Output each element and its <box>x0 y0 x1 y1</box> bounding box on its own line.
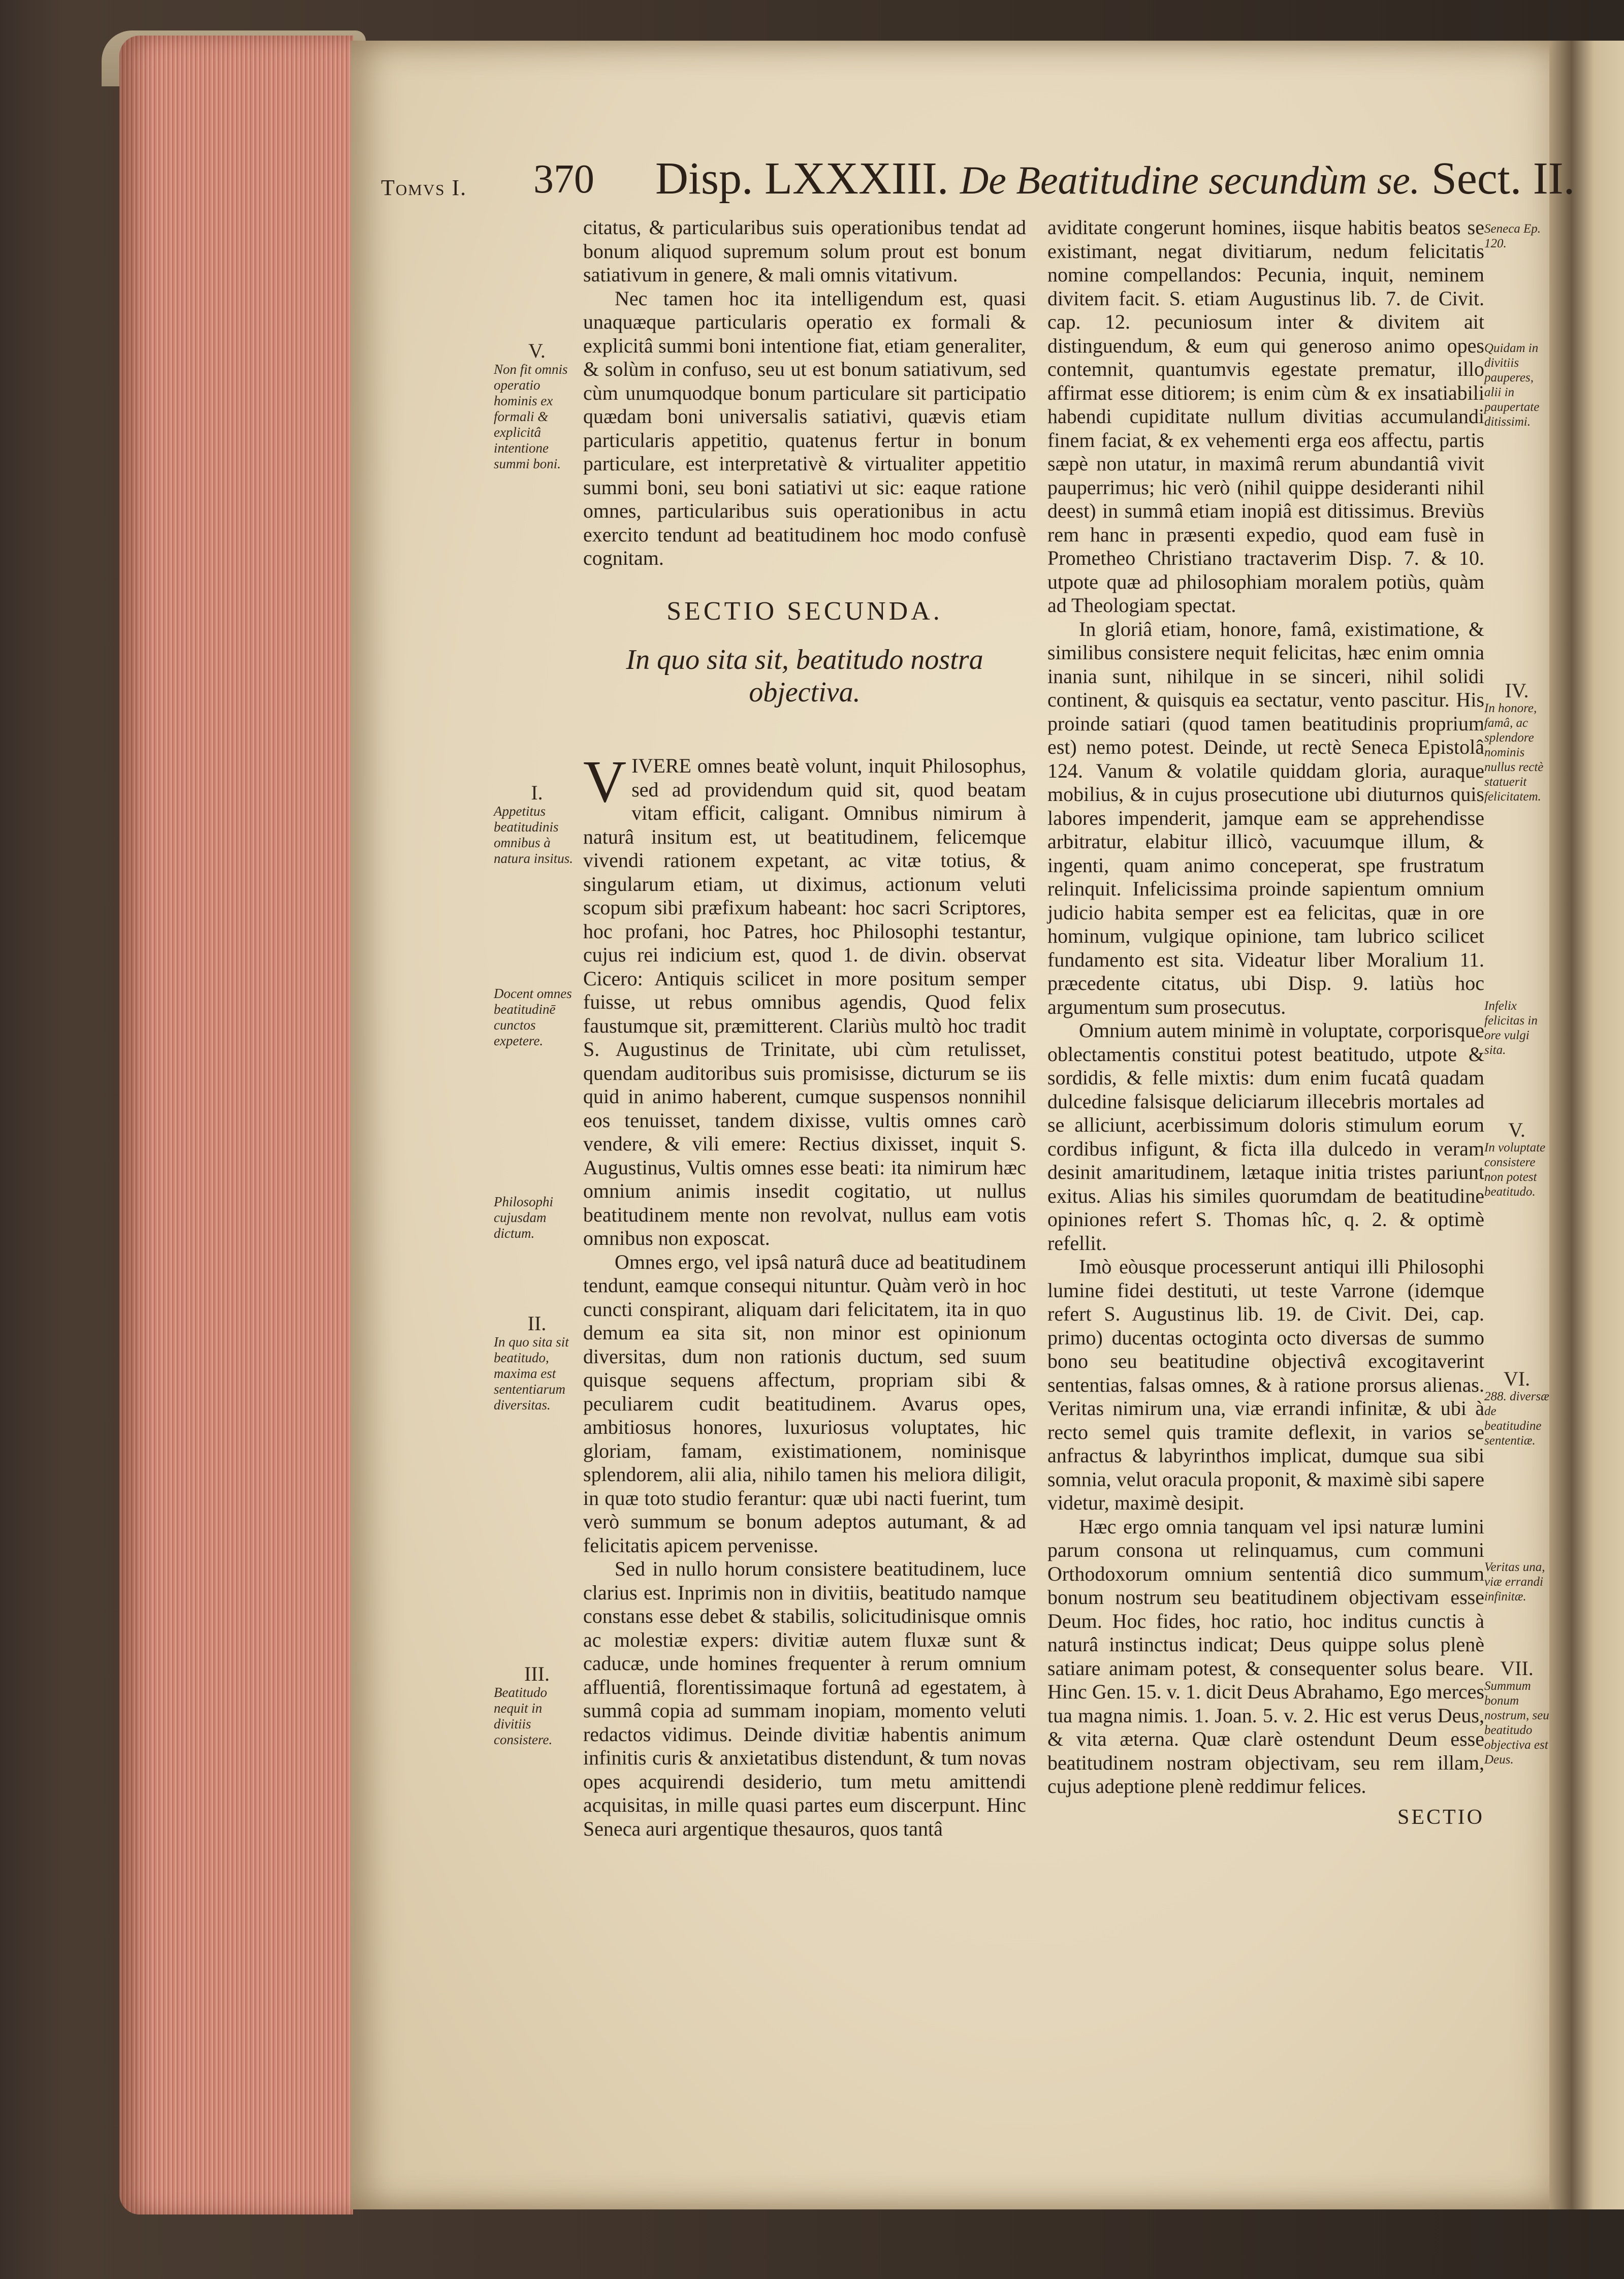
paragraph-iv: In gloriâ etiam, honore, famâ, existimatione, & similibus consistere nequit felicitas, hæc enim omnia inania sunt, nihilque in se sinceri, nihil solidi continent, & quisquis ea sectatur, vento pascitur. His proinde satiari (quod tamen beatitudinis proprium est) nemo potest. Deinde, ut rectè Seneca Epistolâ 124. Vanum & volatile quiddam gloria, auraque mobilius, & in cujus prosecutione ubi diuturnos quis labores impenderit, jamque eam se apprehendisse arbitratur, elabitur illicò, vacuumque illum, & ingenti, quam animo conceperat, spe frustratum relinquit. Infelicissima proinde sapientum omnium judicio habita semper est ea felicitas, quæ in ore hominum, vulgique opinione, tam lubrico scilicet fundamento est sita. Videatur liber Moralium 11. præcedente citatus, ubi Disp. 9. latiùs hoc argumentum sum prosecutus. <box>1047 617 1484 1018</box>
running-header <box>381 152 1575 208</box>
paragraph-ii: Omnes ergo, vel ipsâ naturâ duce ad beatitudinem tendunt, eamque consequi nituntur. Quàm verò in hoc cuncti conspirant, aliquam dari felicitatem, ita in quo demum ea sita sit, non minor est opinionum diversitas, dum non rationis ductum, sed suum quisque sequens affectum, propriam sibi & peculiarem cudit beatitudinem. Avarus opes, ambitiosus honores, luxuriosus voluptates, hic gloriam, famam, existimationem, nominisque splendorem, alii alia, nihilo tamen his meliora diligit, in quæ toto studio ferantur: quæ ubi nacti fuerint, tum verò summum se bonum adeptos autumant, & ad felicitatis apicem pervenisse. <box>583 1250 1026 1557</box>
book-page-edges <box>119 36 353 2214</box>
margin-note-text: Summum bonum nostrum, seu beatitudo objectiva est Deus. <box>1484 1679 1549 1767</box>
left-text-column <box>583 216 1026 1841</box>
margin-note-text: Beatitudo nequit in divitiis consistere. <box>494 1685 553 1747</box>
margin-note-number: VI. <box>1503 1367 1531 1390</box>
margin-note-text: Appetitus beatitudinis omnibus à natura insitus. <box>494 804 574 866</box>
margin-note-left <box>494 339 580 472</box>
margin-note-text: Docent omnes beatitudinē cunctos expetere. <box>494 986 572 1048</box>
header-title <box>655 152 1575 205</box>
margin-note-right <box>1484 1367 1549 1448</box>
paragraph-vi: Imò eòusque processerunt antiqui illi Philosophi lumine fidei destituti, ut teste Varrone (idemque refert S. Augustinus lib. 19. de Civit. Dei, cap. primo) ducentas octoginta octo diversas de summo bono seu beatitudine objectivâ excogitaverint sententias, falsas omnes, & à ratione prorsus alienas. Veritas nimirum una, viæ errandi infinitæ, & ubi à recto semel quis tramite deflexit, in varios se anfractus & labyrinthos implicat, dumque sua sibi somnia, velut oracula proponit, & maximè sibi sapere videtur, maximè desipit. <box>1047 1255 1484 1514</box>
page-number: 370 <box>533 157 594 202</box>
margin-note-left <box>494 983 580 1049</box>
header-subject: De Beatitudine secundùm se. <box>960 158 1420 202</box>
margin-note-right <box>1484 1557 1549 1604</box>
catchword: SECTIO <box>1397 1805 1484 1829</box>
margin-note-text: 288. diversæ de beatitudine sententiæ. <box>1484 1390 1549 1448</box>
margin-note-number: I. <box>531 781 543 804</box>
margin-note-number: VII. <box>1500 1657 1534 1680</box>
margin-note-number: V. <box>528 339 546 362</box>
margin-note-text: Non fit omnis operatio hominis ex formali & explicitâ intentione summi boni. <box>494 362 568 471</box>
header-disputation: Disp. LXXXIII. <box>655 153 949 204</box>
section-heading: SECTIO SECUNDA. <box>666 596 943 626</box>
paragraph-v-right: Omnium autem minimè in voluptate, corporisque oblectamentis constitui potest beatitudo, utpote & sordidis, & felle mixtis: dum enim fucatâ quadam dulcedine falsisque deliciarum illecebris mortales ad se alliciunt, acerbissimum doloris stimulum eorum cordibus infigunt, & ficta illa dulcedo in veram desinit amaritudinem, lætaque initia tristes pariunt exitus. Alias his similes quorumdam de beatitudine opiniones refert S. Thomas hîc, q. 2. & optimè refellit. <box>1047 1019 1484 1255</box>
margin-note-number: IV. <box>1505 679 1529 702</box>
paragraph-continuation: aviditate congerunt homines, iisque habitis beatos se existimant, negat divitiarum, nedum felicitatis nomine compellandos: Pecunia, inquit, neminem divitem facit. S. etiam Augustinus lib. 7. de Civit. cap. 12. pecuniosum inter & divitem ait distinguendum, & eum qui generoso animo opes contemnit, quantumvis egestate prematur, illo affirmat esse ditiorem; is enim cùm & ex insatiabili habendi cupiditate nullum divitias accumulandi finem faciat, & ex vehementi erga eos affectu, partis sæpè non utatur, in maximâ rerum abundantiâ vivit pauperrimus; hic verò (nihil quippe desideranti nihil deest) in summâ etiam inopiâ est ditissimus. Breviùs rem hanc in præsenti expedio, quod eam fusè in Prometheo Christiano tractaverim Disp. 7. & 10. utpote quæ ad philosophiam moralem potiùs, quàm ad Theologiam spectat. <box>1047 216 1484 617</box>
paragraph-vii: Hæc ergo omnia tanquam vel ipsi naturæ lumini parum consona ut relinquamus, cum communi Orthodoxorum omnium sententiâ dico summum bonum nostrum seu beatitudinem objectivam esse Deum. Hoc fides, hoc ratio, hoc inditus cunctis à naturâ instinctus indicat; Deus quippe solus plenè satiare animam potest, & consequenter solus beare. Hinc Gen. 15. v. 1. dicit Deus Abrahamo, Ego merces tua magna nimis. 1. Joan. 5. v. 2. Hic est verus Deus, & vita æterna. Quæ clarè ostendunt Deum esse beatitudinem nostram objectivam, seu rem illam, cujus adeptione plenè reddimur felices. <box>1047 1515 1484 1797</box>
paragraph-v: Nec tamen hoc ita intelligendum est, quasi unaquæque particularis operatio ex formali & explicitâ summi boni intentione fiat, etiam generaliter, & solùm in confuso, seu ut est bonum satiativum, sed cùm unumquodque bonum particulare sit participatio quædam boni universalis satiativi, quævis etiam particularis appetitio, quatenus fertur in bonum particulare, est interpretativè & virtualiter appetitio summi boni, seu boni satiativi ut sic: eaque ratione omnes, particularibus suis operationibus in actu exercito tendunt ad beatitudinem hoc modo confusè cognitam. <box>583 286 1026 569</box>
paragraph-i-text: IVERE omnes beatè volunt, inquit Philosophus, sed ad providendum quid sit, quod beatam vitam efficit, caligant. Omnibus nimirum à naturâ insitum est, ut beatitudinem, felicemque vivendi rationem expetant, ac vitæ totius, & singularum etiam, ut diximus, actionum veluti scopum sibi præfixum habeant: hoc sacri Scriptores, hoc profani, hoc Patres, hoc Philosophi testantur, cujus rei indicium est, quod 1. de divin. observat Cicero: Antiquis scilicet in more positum semper fuisse, ut rebus omnibus agendis, Quod felix faustumque sit, præmitterent. Clariùs multò hoc tradit S. Augustinus de Trinitate, ubi cùm retulisset, quendam auditoribus suis promisisse, dicturum se iis quid in animo haberent, cumque suspensos nonnihil eos tenuisset, tandem dixisse, vultis omnes carò vendere, & vili emere: Rectius dixisset, inquit S. Augustinus, Vultis omnes esse beati: ita nimirum hæc omnium animis insedit cogitatio, ut nullus beatitudinem mente non revolvat, nullus eam votis omnibus non exposcat. <box>583 754 1026 1249</box>
margin-note-right <box>1484 218 1549 251</box>
margin-note-text: Seneca Ep. 120. <box>1484 222 1541 250</box>
margin-note-left <box>494 1662 580 1748</box>
margin-note-right <box>1484 1118 1549 1199</box>
margin-note-text: In quo sita sit beatitudo, maxima est sententiarum diversitas. <box>494 1334 569 1413</box>
margin-note-left <box>494 781 580 866</box>
margin-note-right <box>1484 679 1549 804</box>
margin-note-number: II. <box>527 1312 547 1335</box>
margin-note-text: Veritas una, viæ errandi infinitæ. <box>1484 1560 1545 1603</box>
margin-note-left <box>494 1191 580 1241</box>
margin-note-text: Philosophi cujusdam dictum. <box>494 1194 554 1241</box>
margin-note-text: In voluptate consistere non potest beatitudo. <box>1484 1141 1546 1199</box>
margin-note-number: III. <box>524 1662 550 1685</box>
header-volume: Tomvs I. <box>381 175 467 200</box>
header-section: Sect. II. <box>1431 153 1575 204</box>
margin-note-text: Infelix felicitas in ore vulgi sita. <box>1484 999 1538 1057</box>
margin-note-text: In honore, famâ, ac splendore nominis nullus rectè statuerit felicitatem. <box>1484 701 1544 804</box>
opening-paragraph: citatus, & particularibus suis operationibus tendat ad bonum aliquod supremum solum prout est bonum satiativum in genere, & mali omnis vitativum. <box>583 216 1026 286</box>
margin-note-right <box>1484 996 1549 1057</box>
margin-note-number: V. <box>1508 1118 1525 1141</box>
paragraph-iii: Sed in nullo horum consistere beatitudinem, luce clarius est. Inprimis non in divitiis, beatitudo namque constans esse debet & stabilis, solicitudinisque omnis ac molestiæ expers: divitiæ autem fluxæ sunt & caducæ, unde homines frequenter à rerum omnium affluentiâ, florentissimaque fortunâ ad egestatem, à summâ copia ad summam inopiam, momento veluti redactos vidimus. Deinde divitiæ habentis animum infinitis curis & anxietatibus distendunt, & tum novas opes acquirendi desiderio, tum metu amittendi acquisitas, in mille quasi partes eum discerpunt. Hinc Seneca auri argentique thesauros, quos tantâ <box>583 1557 1026 1840</box>
section-subtitle: In quo sita sit, beatitudo nostra objectiva. <box>626 644 983 708</box>
paragraph-i <box>583 748 1026 1250</box>
margin-note-right <box>1484 338 1549 429</box>
right-text-column <box>1047 216 1484 1829</box>
margin-note-right <box>1484 1657 1549 1767</box>
margin-note-left <box>494 1312 580 1413</box>
book-gutter <box>1549 41 1624 2209</box>
drop-cap: V <box>583 748 627 815</box>
margin-note-text: Quidam in divitiis pauperes, alii in paupertate ditissimi. <box>1484 341 1540 429</box>
